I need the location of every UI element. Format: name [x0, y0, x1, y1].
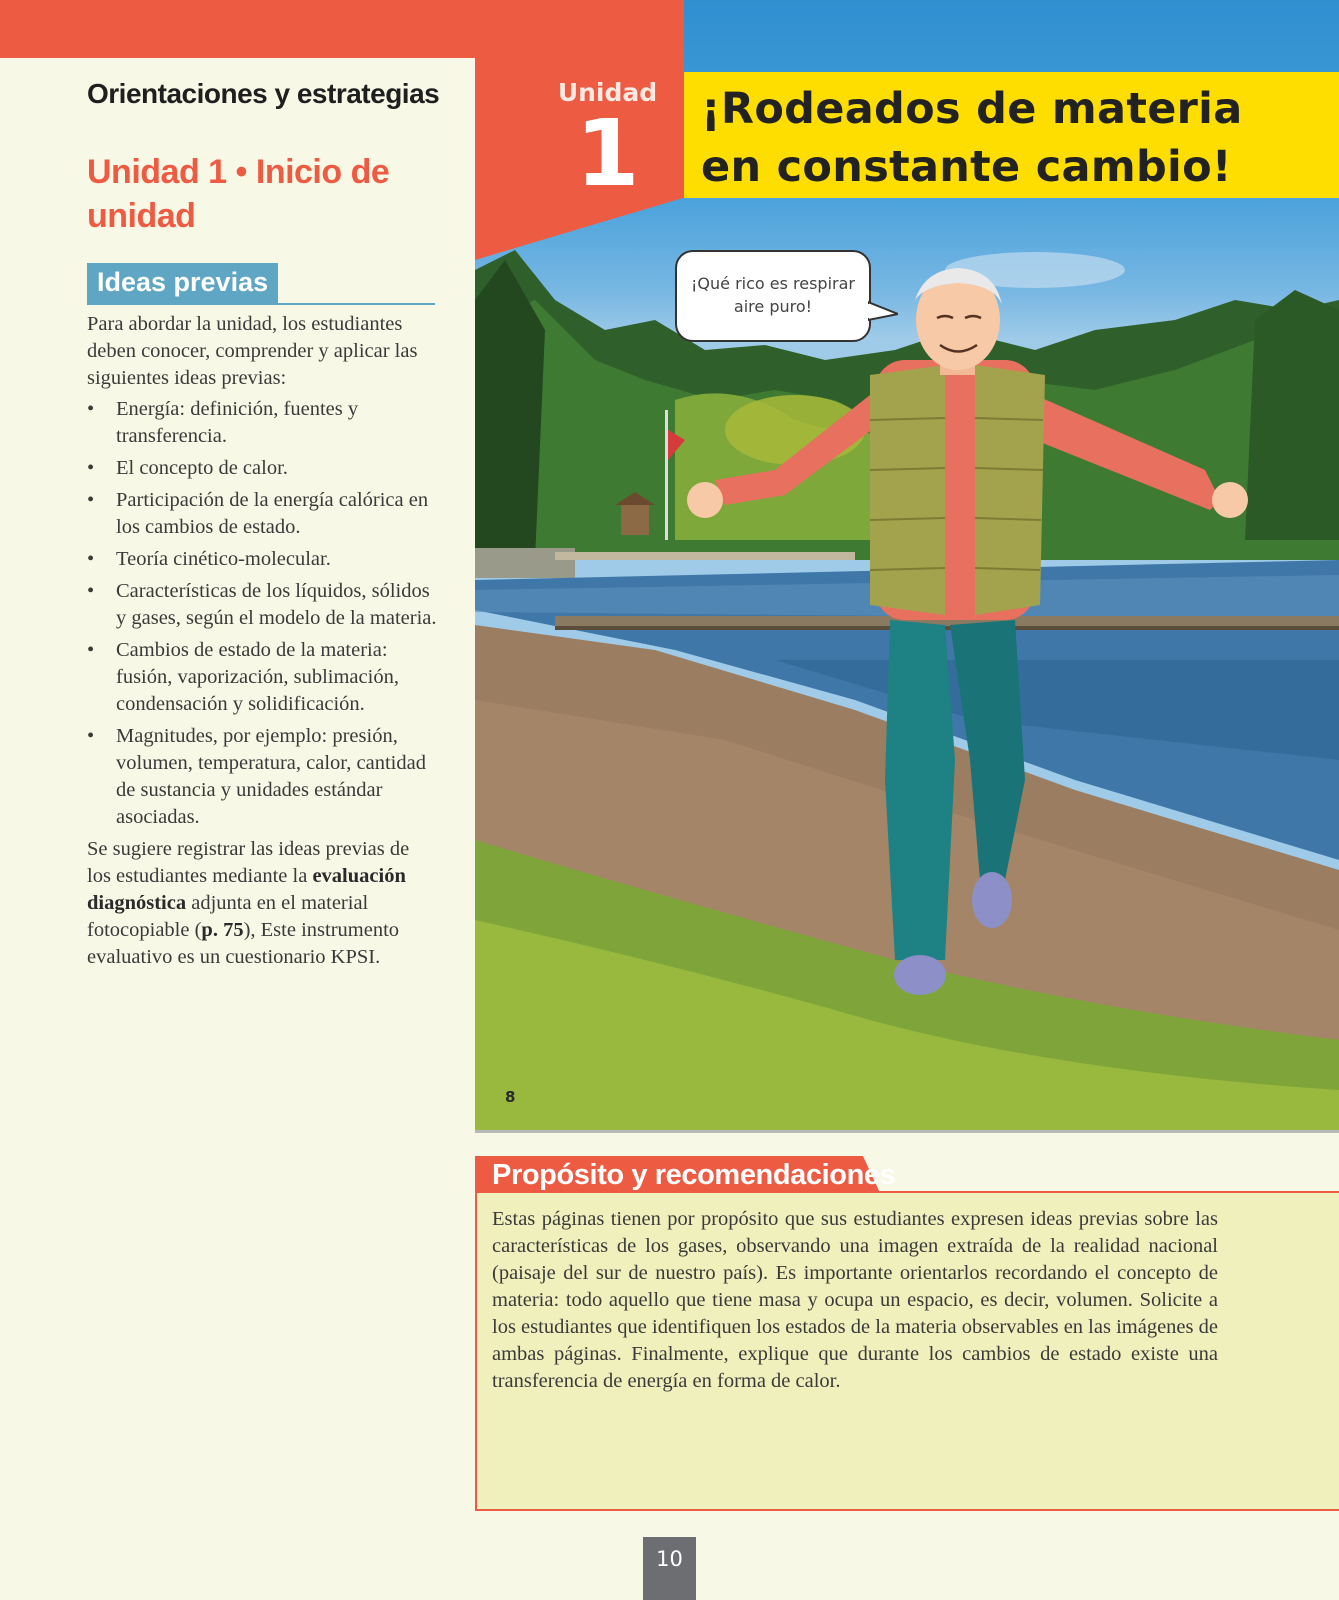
- list-item: • Cambios de estado de la materia: fusión, vaporización, sublimación, condensación y solidificación.: [87, 637, 437, 718]
- ideas-previas-body: [87, 311, 437, 971]
- top-color-bar: [0, 0, 475, 58]
- speech-line-2: aire puro!: [733, 297, 813, 316]
- section-heading: Orientaciones y estrategias: [87, 78, 440, 109]
- ideas-previas-label: Ideas previas: [87, 263, 278, 303]
- book-page-title: [701, 80, 1321, 196]
- proposito-body: Estas páginas tienen por propósito que sus estudiantes expresen ideas previas sobre las características de los gases, observando una imagen extraída de la realidad nacional (paisaje del sur de nuestro país). Es importante orientarlos recordando el concepto de materia: todo aquello que tiene masa y ocupa un espacio, es decir, volumen. Solicite a los estudiantes que identifiquen los estados de la materia observables en las imágenes de ambas páginas. Finalmente, explique que durante los cambios de estado existe una transferencia de energía en forma de calor.: [492, 1208, 1218, 1392]
- list-item: • Características de los líquidos, sólidos y gases, según el modelo de la materia.: [87, 578, 437, 632]
- unit-word: Unidad: [557, 78, 658, 107]
- unit-number: 1: [575, 100, 640, 207]
- closing-text: Se sugiere registrar las ideas previas de los estudiantes mediante la: [87, 838, 410, 887]
- speech-bubble-tail: [868, 300, 898, 322]
- closing-bold-page: p. 75: [201, 919, 244, 941]
- closing-text: ), Este instrumento evaluativo es un cuestionario KPSI.: [87, 919, 400, 968]
- list-item: • Teoría cinético-molecular.: [87, 546, 437, 573]
- list-item: • Energía: definición, fuentes y transferencia.: [87, 396, 437, 450]
- list-item: • El concepto de calor.: [87, 455, 437, 482]
- title-line-2: en constante cambio!: [701, 142, 1232, 192]
- proposito-heading: Propósito y recomendaciones: [492, 1159, 896, 1191]
- unit-heading: Unidad 1 • Inicio de unidad: [87, 153, 390, 235]
- closing-bold-evaluacion: evaluación diagnóstica: [87, 865, 406, 914]
- ideas-intro: Para abordar la unidad, los estudiantes deben conocer, comprender y aplicar las siguientes ideas previas:: [87, 313, 418, 389]
- page-folio: 10: [643, 1537, 696, 1600]
- ideas-previas-header: [87, 263, 435, 305]
- speech-bubble-text: [675, 272, 871, 318]
- speech-line-1: ¡Qué rico es respirar: [690, 274, 855, 293]
- title-line-1: ¡Rodeados de materia: [701, 84, 1243, 134]
- ideas-list: [87, 396, 437, 831]
- list-item: • Participación de la energía calórica en los cambios de estado.: [87, 487, 437, 541]
- book-page-number: 8: [505, 1088, 516, 1106]
- list-item: • Magnitudes, por ejemplo: presión, volumen, temperatura, calor, cantidad de sustancia y unidades estándar asociadas.: [87, 723, 437, 831]
- ideas-closing: [87, 836, 437, 971]
- closing-text: adjunta en el material fotocopiable (: [87, 892, 369, 941]
- student-book-page-image: [475, 0, 1339, 1133]
